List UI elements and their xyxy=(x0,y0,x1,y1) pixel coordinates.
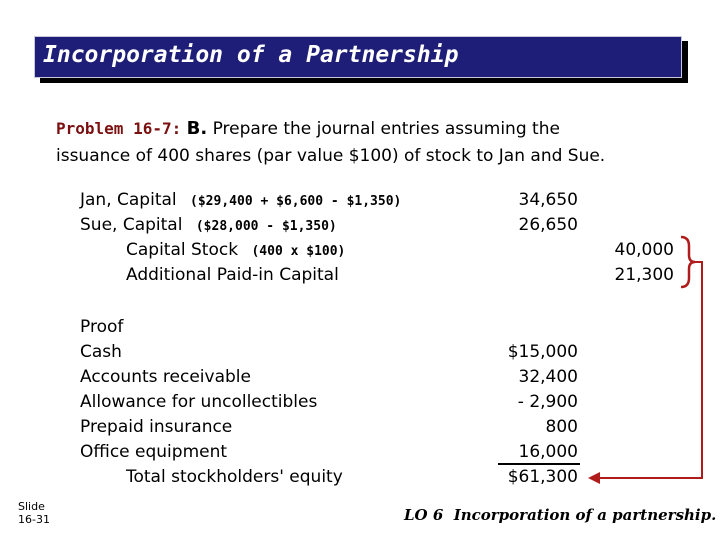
problem-text-1: Prepare the journal entries assuming the xyxy=(212,119,560,139)
journal-account: Additional Paid-in Capital xyxy=(126,265,339,285)
proof-amount-prepaid: 800 xyxy=(545,417,578,437)
journal-account: Sue, Capital xyxy=(80,215,183,235)
proof-label-cash: Cash xyxy=(80,342,122,362)
journal-note: (400 x $100) xyxy=(251,244,346,259)
proof-label-ar: Accounts receivable xyxy=(80,367,251,387)
proof-heading: Proof xyxy=(80,317,124,337)
debit-sue: 26,650 xyxy=(518,215,578,235)
proof-amount-equipment: 16,000 xyxy=(518,442,578,462)
proof-amount-total: $61,300 xyxy=(507,467,578,487)
problem-part: B. xyxy=(186,118,208,139)
proof-amount-allowance: - 2,900 xyxy=(517,392,578,412)
slide-label-line2: 16-31 xyxy=(18,513,50,526)
proof-label-equipment: Office equipment xyxy=(80,442,228,462)
slide-number xyxy=(18,500,50,526)
right-brace xyxy=(681,237,695,287)
proof-amount-cash: $15,000 xyxy=(507,342,578,362)
journal-note: ($29,400 + $6,600 - $1,350) xyxy=(190,194,402,209)
arrow-head xyxy=(588,472,600,484)
credit-capital-stock: 40,000 xyxy=(614,240,674,260)
proof-label-total: Total stockholders' equity xyxy=(126,467,343,487)
proof-amount-ar: 32,400 xyxy=(518,367,578,387)
journal-account: Capital Stock xyxy=(126,240,239,260)
proof-label-allowance: Allowance for uncollectibles xyxy=(80,392,318,412)
footer-lo: LO 6 Incorporation of a partnership. xyxy=(404,506,717,524)
journal-note: ($28,000 - $1,350) xyxy=(195,219,337,234)
problem-label: Problem 16-7: xyxy=(56,119,182,138)
debit-jan: 34,650 xyxy=(518,190,578,210)
credit-apic: 21,300 xyxy=(614,265,674,285)
slide-title: Incorporation of a Partnership xyxy=(43,42,459,68)
slide-label-line1: Slide xyxy=(18,500,45,513)
journal-account: Jan, Capital xyxy=(80,190,177,210)
proof-label-prepaid: Prepaid insurance xyxy=(80,417,233,437)
connector-line xyxy=(596,262,702,478)
problem-line-2: issuance of 400 shares (par value $100) of stock to Jan and Sue. xyxy=(56,146,606,166)
